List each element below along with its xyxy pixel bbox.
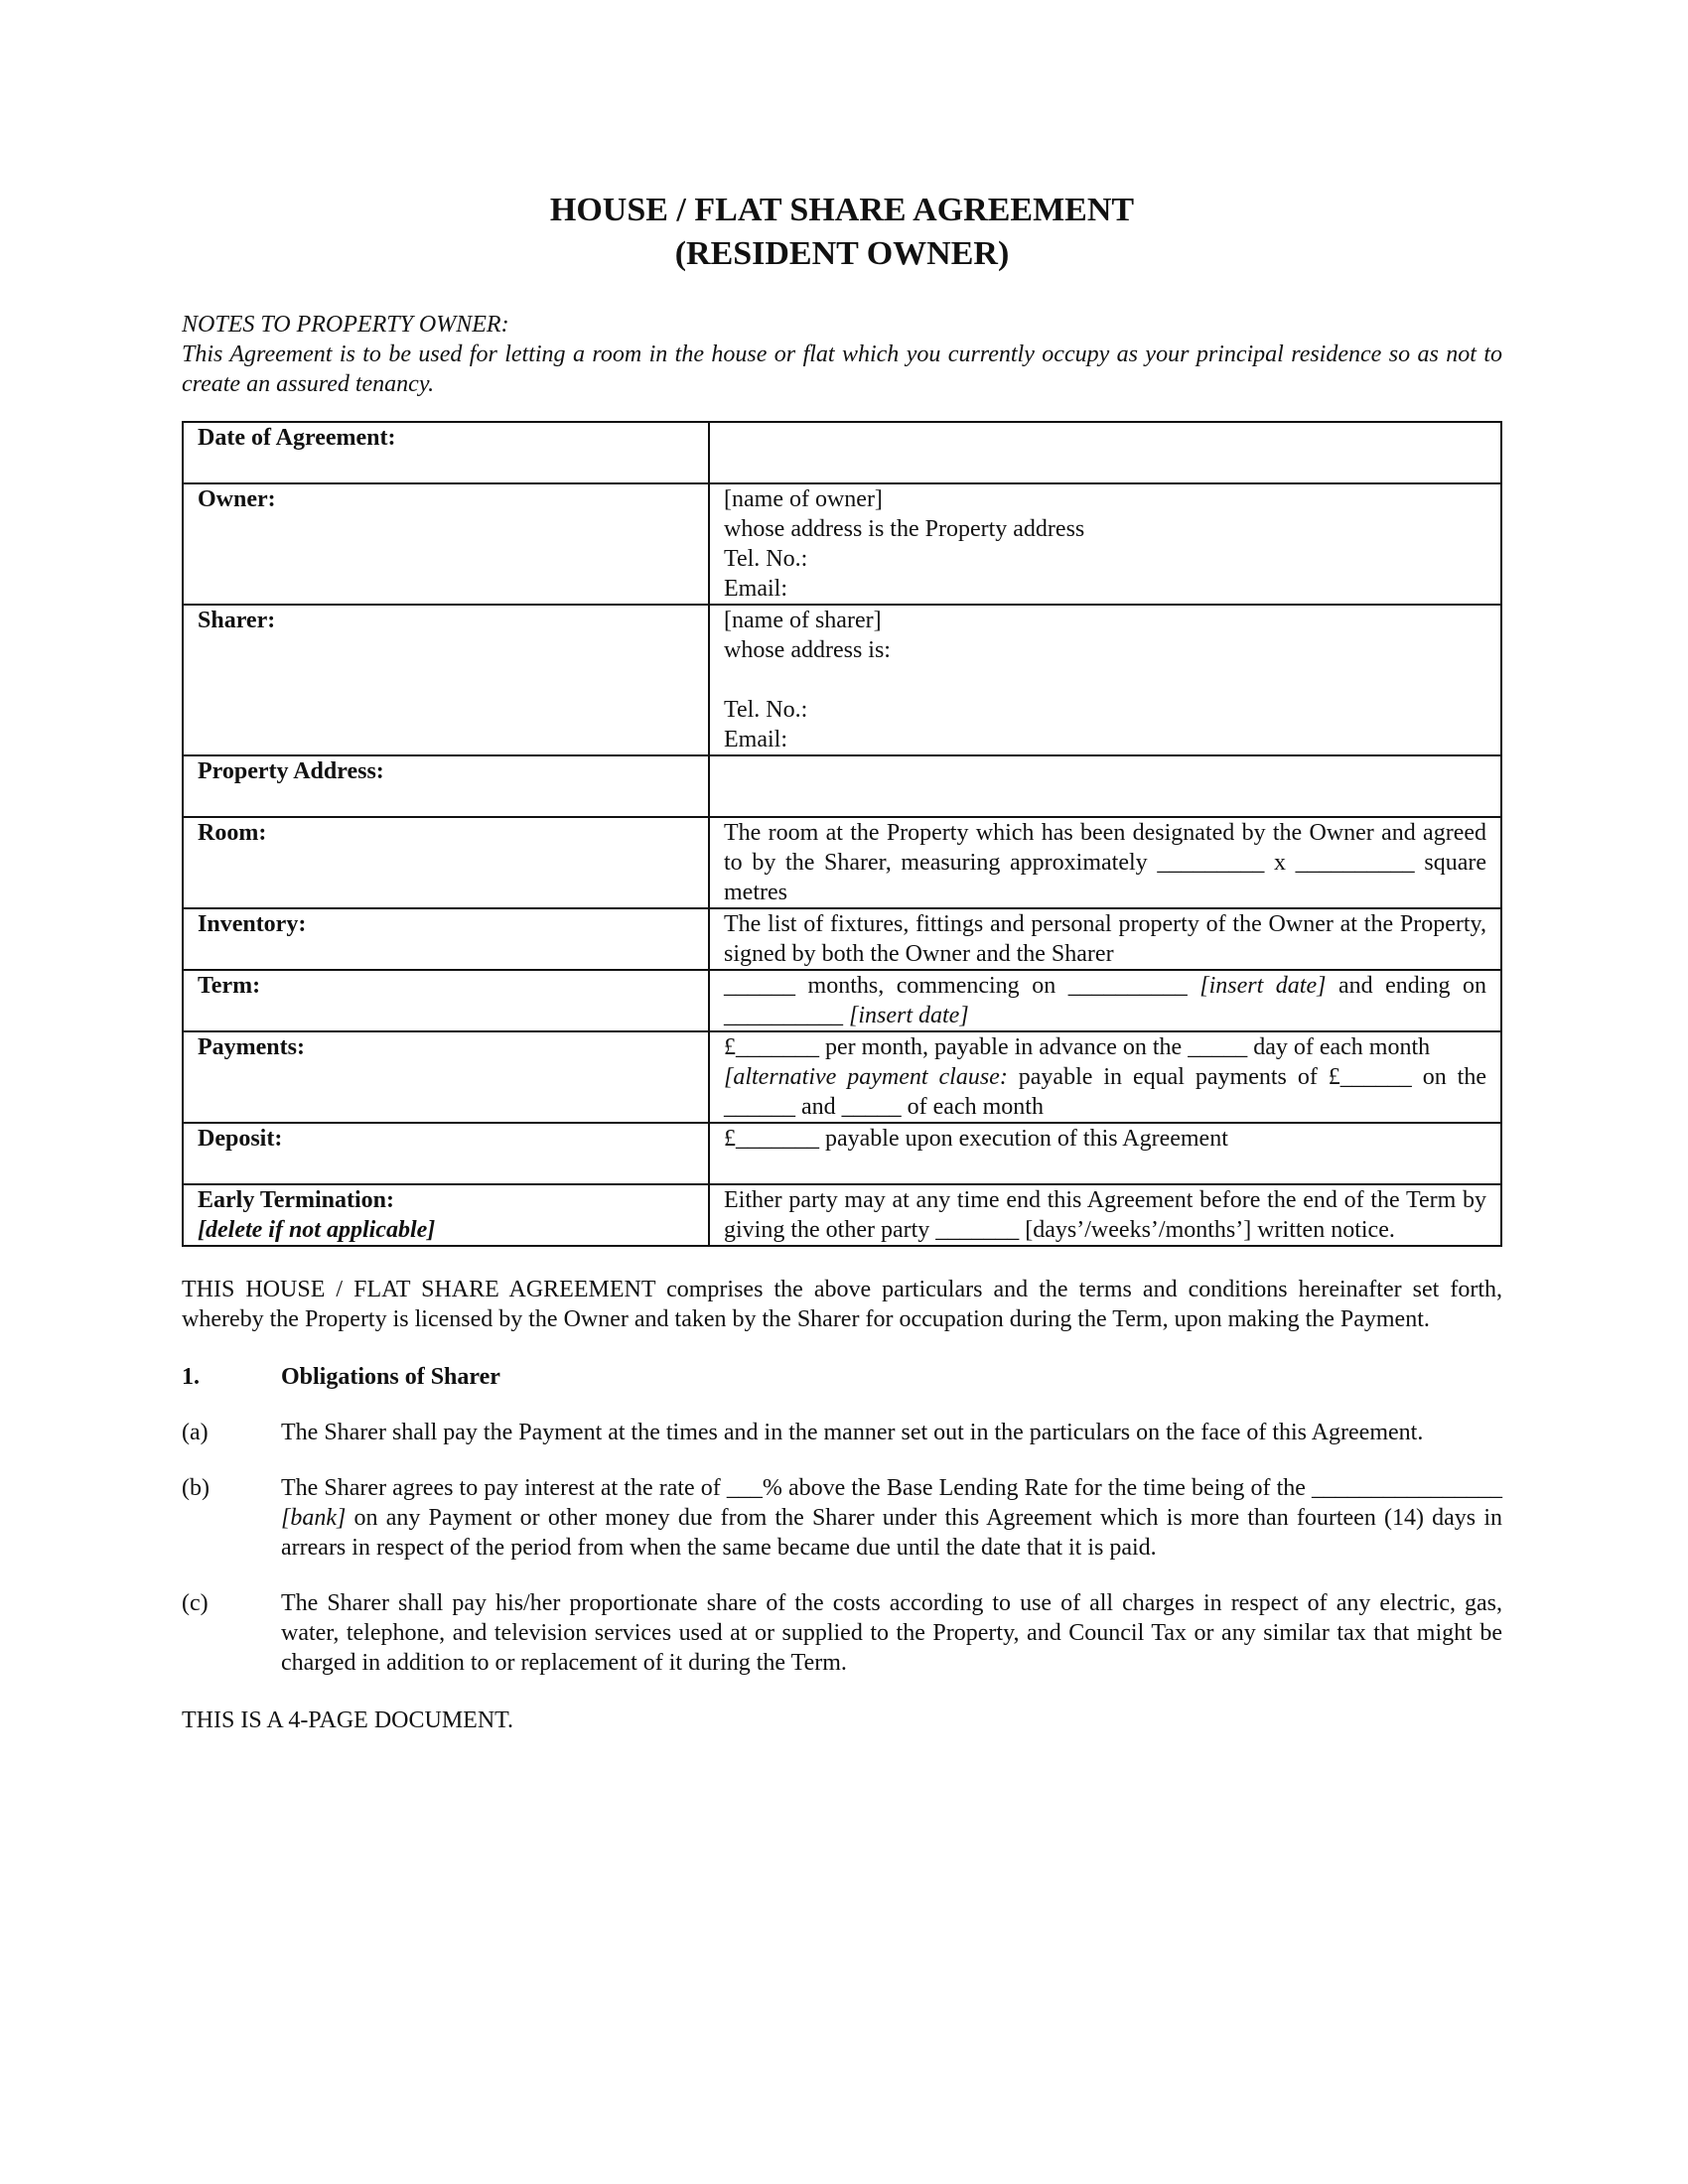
clause-c-label: (c) <box>182 1590 209 1616</box>
sharer-address: whose address is: <box>724 637 891 663</box>
payments-value <box>709 1031 1501 1123</box>
row-early-termination <box>183 1184 1501 1246</box>
term-label: Term: <box>183 970 709 1031</box>
early-termination-title: Early Termination: <box>198 1187 395 1213</box>
row-payments <box>183 1031 1501 1123</box>
room-label: Room: <box>183 817 709 908</box>
row-room <box>183 817 1501 908</box>
payments-line-1: £_______ per month, payable in advance on the _____ day of each month <box>724 1034 1431 1060</box>
clause-b-text-1: The Sharer agrees to pay interest at the rate of ___% above the Base Lending Rate for the time being of the ________________ <box>281 1475 1502 1501</box>
clause-a-text: The Sharer shall pay the Payment at the times and in the manner set out in the particulars on the face of this Agreement. <box>281 1420 1424 1445</box>
section-1-title: Obligations of Sharer <box>281 1364 500 1390</box>
property-label: Property Address: <box>183 755 709 817</box>
sharer-name: [name of sharer] <box>724 608 882 633</box>
row-date <box>183 422 1501 483</box>
owner-label: Owner: <box>183 483 709 605</box>
payments-alternative <box>724 1062 1486 1122</box>
term-insert-date-2: [insert date] <box>849 1003 969 1028</box>
row-property <box>183 755 1501 817</box>
clause-c <box>182 1588 1502 1678</box>
room-value: The room at the Property which has been designated by the Owner and agreed to by the Sharer, measuring approximately _________ x __________ square metres <box>709 817 1501 908</box>
clause-c-text: The Sharer shall pay his/her proportionate share of the costs according to use of all charges in respect of any electric, gas, water, telephone, and television services used at or supplied to the Property, and Council Tax or any similar tax that might be charged in addition to or replacement of it during the Term. <box>281 1590 1502 1676</box>
row-term <box>183 970 1501 1031</box>
notes-body: This Agreement is to be used for letting a room in the house or flat which you currently occupy as your principal residence so as not to create an assured tenancy. <box>182 341 1502 397</box>
notes-heading: NOTES TO PROPERTY OWNER: <box>182 312 509 338</box>
title-line-2: (RESIDENT OWNER) <box>674 235 1010 272</box>
clause-b-text-2: on any Payment or other money due from the Sharer under this Agreement which is more than fourteen (14) days in arrears in respect of the period from when the same became due until the date that it is paid. <box>281 1505 1502 1561</box>
early-termination-value: Either party may at any time end this Agreement before the end of the Term by giving the other party _______ [days’/weeks’/months’] written notice. <box>709 1184 1501 1246</box>
section-1-heading <box>182 1362 1502 1392</box>
sharer-email: Email: <box>724 727 787 752</box>
date-value <box>709 422 1501 483</box>
owner-tel: Tel. No.: <box>724 546 808 572</box>
owner-email: Email: <box>724 576 787 602</box>
payments-label: Payments: <box>183 1031 709 1123</box>
payments-alt-label: [alternative payment clause: <box>724 1064 1008 1090</box>
sharer-label: Sharer: <box>183 605 709 755</box>
particulars-table <box>182 421 1502 1247</box>
document-page <box>182 189 1502 1735</box>
page-count-note: THIS IS A 4-PAGE DOCUMENT. <box>182 1707 514 1733</box>
sharer-blank-line <box>724 665 1486 695</box>
term-text-1: ______ months, commencing on __________ <box>724 973 1200 999</box>
document-title <box>182 189 1502 276</box>
row-inventory <box>183 908 1501 970</box>
row-owner <box>183 483 1501 605</box>
deposit-value: £_______ payable upon execution of this Agreement <box>709 1123 1501 1184</box>
clause-b-bank: [bank] <box>281 1505 347 1531</box>
property-value <box>709 755 1501 817</box>
term-value <box>709 970 1501 1031</box>
section-1-number: 1. <box>182 1364 200 1390</box>
sharer-tel: Tel. No.: <box>724 697 808 723</box>
preamble-paragraph: THIS HOUSE / FLAT SHARE AGREEMENT comprises the above particulars and the terms and conditions hereinafter set forth, whereby the Property is licensed by the Owner and taken by the Sharer for occupation during the Term, upon making the Payment. <box>182 1277 1502 1332</box>
term-text-2: and ending on __________ <box>724 973 1486 1028</box>
early-termination-label <box>183 1184 709 1246</box>
term-insert-date-1: [insert date] <box>1199 973 1327 999</box>
clause-b <box>182 1473 1502 1563</box>
owner-address: whose address is the Property address <box>724 516 1085 542</box>
date-label: Date of Agreement: <box>183 422 709 483</box>
clause-b-label: (b) <box>182 1475 210 1501</box>
owner-name: [name of owner] <box>724 486 883 512</box>
clause-a <box>182 1418 1502 1447</box>
early-termination-sublabel: [delete if not applicable] <box>198 1217 436 1243</box>
sharer-value <box>709 605 1501 755</box>
owner-value <box>709 483 1501 605</box>
deposit-label: Deposit: <box>183 1123 709 1184</box>
inventory-value: The list of fixtures, fittings and personal property of the Owner at the Property, signed by both the Owner and the Sharer <box>709 908 1501 970</box>
payments-alt-text: payable in equal payments of £______ on the ______ and _____ of each month <box>724 1064 1486 1120</box>
title-line-1: HOUSE / FLAT SHARE AGREEMENT <box>549 192 1135 228</box>
clause-a-label: (a) <box>182 1420 209 1445</box>
row-deposit <box>183 1123 1501 1184</box>
clause-b-text <box>281 1473 1502 1563</box>
notes-to-owner <box>182 310 1502 399</box>
inventory-label: Inventory: <box>183 908 709 970</box>
row-sharer <box>183 605 1501 755</box>
